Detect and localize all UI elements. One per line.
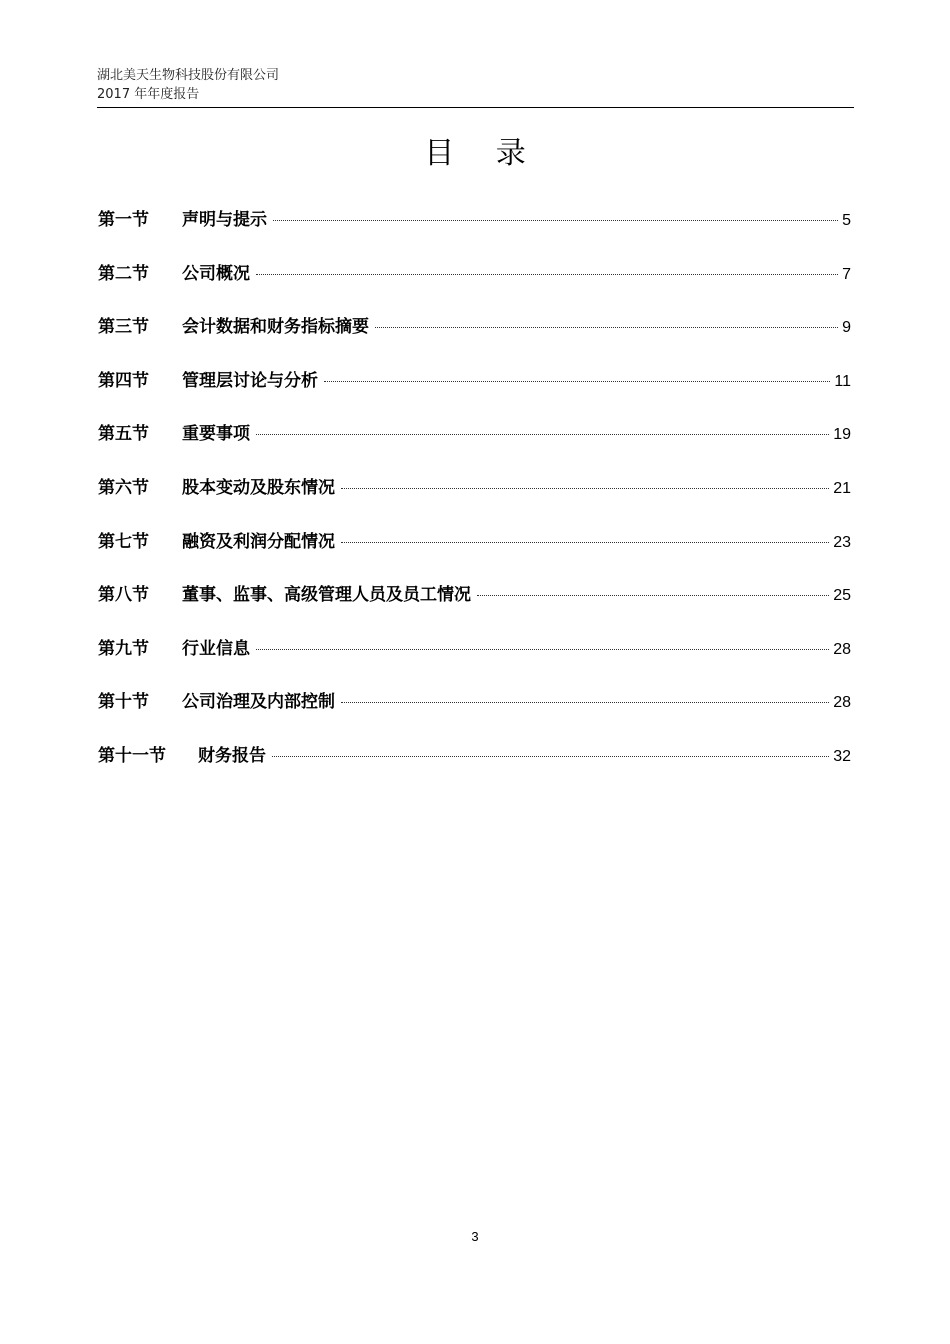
toc-section-title: 会计数据和财务指标摘要	[182, 317, 369, 338]
toc-leader-dots	[273, 220, 838, 221]
toc-section-number: 第十节	[98, 692, 149, 713]
toc-page-number: 32	[833, 747, 851, 765]
toc-section-number: 第五节	[98, 424, 149, 445]
toc-leader-dots	[341, 702, 829, 703]
toc-section-number: 第六节	[98, 477, 149, 498]
toc-entry[interactable]	[98, 579, 851, 633]
toc-section-title: 公司治理及内部控制	[182, 692, 335, 713]
toc-title: 目 录	[424, 136, 542, 171]
toc-entry[interactable]	[98, 686, 851, 740]
toc-leader-dots	[256, 649, 829, 650]
toc-entry[interactable]	[98, 526, 851, 580]
toc-section-title: 管理层讨论与分析	[182, 370, 318, 391]
table-of-contents	[98, 204, 851, 794]
toc-section-title: 股本变动及股东情况	[182, 477, 335, 498]
toc-page-number: 28	[833, 640, 851, 658]
toc-entry[interactable]	[98, 365, 851, 419]
toc-entry[interactable]	[98, 740, 851, 794]
toc-section-title: 融资及利润分配情况	[182, 531, 335, 552]
toc-page-number: 19	[833, 426, 851, 444]
toc-section-title: 财务报告	[198, 745, 266, 766]
toc-section-title: 重要事项	[182, 424, 250, 445]
toc-entry[interactable]	[98, 633, 851, 687]
toc-page-number: 25	[833, 587, 851, 605]
company-name: 湖北美天生物科技股份有限公司	[97, 68, 280, 83]
toc-page-number: 5	[842, 212, 851, 229]
toc-page-number: 7	[842, 265, 851, 283]
toc-section-title: 行业信息	[182, 638, 250, 659]
toc-section-number: 第四节	[98, 370, 149, 391]
toc-leader-dots	[256, 274, 838, 275]
toc-section-title: 董事、监事、高级管理人员及员工情况	[182, 585, 471, 606]
toc-leader-dots	[375, 327, 838, 328]
toc-section-number: 第三节	[98, 317, 149, 338]
toc-section-number: 第一节	[98, 210, 149, 230]
toc-entry[interactable]	[98, 258, 851, 312]
report-name: 2017 年年度报告	[97, 87, 200, 102]
toc-section-number: 第七节	[98, 531, 149, 552]
toc-page-number: 21	[833, 479, 851, 497]
toc-leader-dots	[256, 434, 829, 435]
toc-section-title: 公司概况	[182, 263, 250, 284]
toc-section-number: 第二节	[98, 263, 149, 284]
toc-section-title: 声明与提示	[182, 210, 267, 230]
toc-leader-dots	[272, 756, 829, 757]
toc-page-number: 23	[833, 533, 851, 551]
toc-leader-dots	[341, 488, 829, 489]
page-header	[97, 66, 854, 108]
toc-page-number: 11	[834, 372, 851, 390]
toc-entry[interactable]	[98, 204, 851, 258]
toc-section-number: 第九节	[98, 638, 149, 659]
toc-page-number: 9	[842, 319, 851, 337]
toc-entry[interactable]	[98, 418, 851, 472]
toc-leader-dots	[477, 595, 829, 596]
toc-entry[interactable]	[98, 311, 851, 365]
page-number: 3	[471, 1229, 479, 1244]
toc-leader-dots	[324, 381, 830, 382]
toc-page-number: 28	[833, 694, 851, 712]
toc-section-number: 第八节	[98, 585, 149, 606]
toc-entry[interactable]	[98, 472, 851, 526]
toc-section-number: 第十一节	[98, 745, 166, 766]
toc-leader-dots	[341, 542, 829, 543]
